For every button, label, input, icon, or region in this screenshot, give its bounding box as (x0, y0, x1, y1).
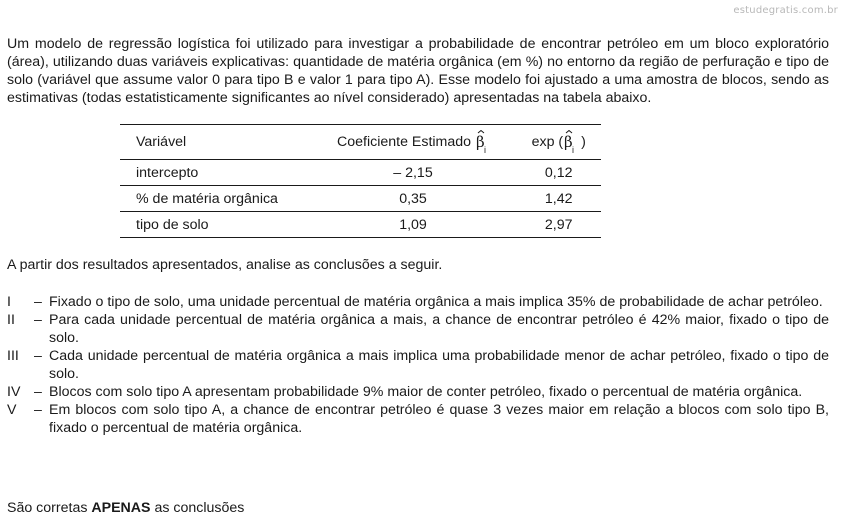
header-exp-suffix: ) (577, 134, 586, 150)
beta-hat-icon (475, 130, 489, 154)
list-item (7, 401, 829, 437)
svg-text:i: i (572, 145, 575, 154)
table-row (120, 160, 601, 186)
beta-hat-symbol-exp (563, 130, 577, 154)
list-item (7, 383, 829, 401)
item-dash: – (34, 294, 42, 310)
item-number: III (7, 348, 19, 364)
item-dash: – (34, 312, 42, 328)
beta-hat-exp-icon (563, 130, 577, 154)
header-exp (510, 125, 601, 160)
table-row (120, 212, 601, 238)
table-header-row (120, 125, 601, 160)
item-number: I (7, 294, 11, 310)
row-exp: 2,97 (544, 216, 573, 233)
item-text: Para cada unidade percentual de matéria orgânica a mais, a chance de encontrar petróleo é 42% maior, fixado o tipo de solo. (49, 312, 829, 346)
item-number: IV (7, 384, 21, 400)
item-text: Blocos com solo tipo A apresentam probabilidade 9% maior de conter petróleo, fixado o percentual de matéria orgânica. (49, 384, 803, 400)
site-watermark: estudegratis.com.br (733, 5, 838, 16)
item-number: II (7, 312, 15, 328)
header-coefficient (310, 125, 511, 160)
row-exp: 1,42 (544, 190, 573, 207)
closing-prefix: São corretas (7, 500, 92, 516)
header-coefficient-label: Coeficiente Estimado (336, 134, 472, 150)
row-coefficient: 1,09 (399, 216, 427, 233)
question-intro: Um modelo de regressão logística foi utilizado para investigar a probabilidade de encontrar petróleo em um bloco exploratório (área), utilizando duas variáveis explicativas: quantidade de matéria orgânica (em %) no entorno da região de perfuração e tipo de solo (variável que assume valor 0 para tipo B e valor 1 para tipo A). Esse modelo foi ajustado a uma amostra de blocos, sendo as estimativas (todas estatisticamente significantes ao nível considerado) apresentadas na tabela abaixo. (7, 36, 829, 106)
analysis-prompt: A partir dos resultados apresentados, analise as conclusões a seguir. (7, 257, 443, 273)
list-item (7, 293, 829, 311)
svg-text:β: β (564, 133, 573, 151)
item-text: Em blocos com solo tipo A, a chance de encontrar petróleo é quase 3 vezes maior em relação a blocos com solo tipo B, fixado o percentual de matéria orgânica. (49, 402, 829, 436)
closing-emphasis: APENAS (91, 500, 151, 516)
row-variable: tipo de solo (136, 216, 209, 233)
conclusions-list (7, 293, 829, 437)
item-dash: – (34, 402, 42, 418)
item-text: Cada unidade percentual de matéria orgânica a mais implica uma probabilidade menor de achar petróleo, fixado o tipo de solo. (49, 348, 829, 382)
closing-suffix: as conclusões (150, 500, 245, 516)
item-number: V (7, 402, 17, 418)
list-item (7, 311, 829, 347)
row-coefficient: 0,35 (399, 190, 427, 207)
svg-text:β: β (476, 133, 485, 151)
row-variable: % de matéria orgânica (136, 190, 278, 207)
closing-statement (7, 499, 244, 517)
row-coefficient: – 2,15 (393, 164, 433, 181)
header-variable: Variável (136, 134, 187, 150)
header-exp-prefix: exp ( (531, 134, 564, 150)
list-item (7, 347, 829, 383)
estimates-table (120, 124, 601, 238)
item-text: Fixado o tipo de solo, uma unidade percentual de matéria orgânica a mais implica 35% de probabilidade de achar petróleo. (49, 294, 823, 310)
svg-text:i: i (484, 145, 486, 154)
row-exp: 0,12 (544, 164, 573, 181)
beta-hat-symbol (475, 130, 489, 154)
item-dash: – (34, 348, 42, 364)
item-dash: – (34, 384, 42, 400)
row-variable: intercepto (136, 164, 199, 181)
table-row (120, 186, 601, 212)
